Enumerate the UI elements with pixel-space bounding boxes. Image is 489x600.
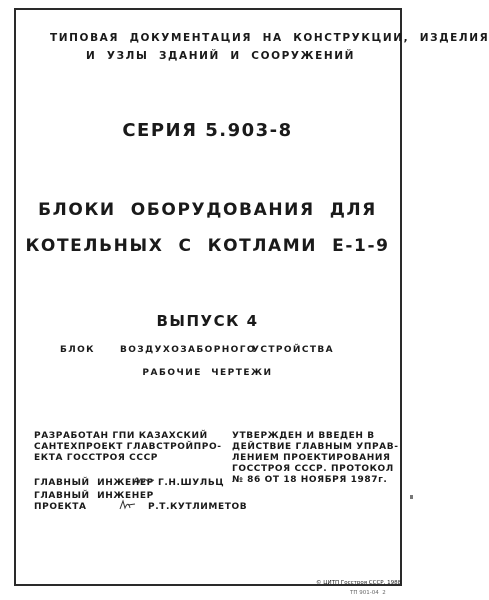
issue-number: ВЫПУСК 4 [156,312,259,330]
series-number: СЕРИЯ 5.903-8 [122,120,293,141]
chief-project-engineer-role-cont: ПРОЕКТА [34,502,87,512]
chief-project-engineer-signature-icon [118,498,138,512]
chief-engineer-name: Г.Н.ШУЛЬЦ [158,478,225,488]
chief-engineer-signature-icon [132,474,156,488]
document-code: ТП 901-04 2 [350,590,386,596]
approval-line-2: ДЕЙСТВИЕ ГЛАВНЫМ УПРАВ- [232,442,399,452]
title-line-1: БЛОКИ ОБОРУДОВАНИЯ ДЛЯ [38,200,377,220]
header-line-2: И УЗЛЫ ЗДАНИЙ И СООРУЖЕНИЙ [86,50,356,62]
chief-project-engineer-role: ГЛАВНЫЙ ИНЖЕНЕР [34,491,154,501]
chief-engineer-role: ГЛАВНЫЙ ИНЖЕНЕР [34,478,154,488]
subtitle: РАБОЧИЕ ЧЕРТЕЖИ [142,368,273,378]
description-word-3: УСТРОЙСТВА [252,345,335,355]
developer-line-2: САНТЕХПРОЕКТ ГЛАВСТРОЙПРО- [34,442,222,452]
approval-line-3: ЛЕНИЕМ ПРОЕКТИРОВАНИЯ [232,453,391,463]
description-word-2: ВОЗДУХОЗАБОРНОГО [120,345,256,355]
developer-line-1: РАЗРАБОТАН ГПИ КАЗАХСКИЙ [34,431,208,441]
header-line-1: ТИПОВАЯ ДОКУМЕНТАЦИЯ НА КОНСТРУКЦИИ, ИЗДЕЛИЯ [50,32,489,44]
approval-line-4: ГОССТРОЯ СССР. ПРОТОКОЛ [232,464,394,474]
title-line-2: КОТЕЛЬНЫХ С КОТЛАМИ Е-1-9 [25,236,390,256]
description-word-1: БЛОК [60,345,95,355]
approval-line-1: УТВЕРЖДЕН И ВВЕДЕН В [232,431,375,441]
chief-project-engineer-name: Р.Т.КУТЛИМЕТОВ [148,502,248,512]
scan-mark [410,495,413,499]
copyright-notice: © ЦИТП Госстроя СССР, 1988 [316,580,402,586]
approval-line-5: № 86 ОТ 18 НОЯБРЯ 1987г. [232,475,388,485]
developer-line-3: ЕКТА ГОССТРОЯ СССР [34,453,158,463]
